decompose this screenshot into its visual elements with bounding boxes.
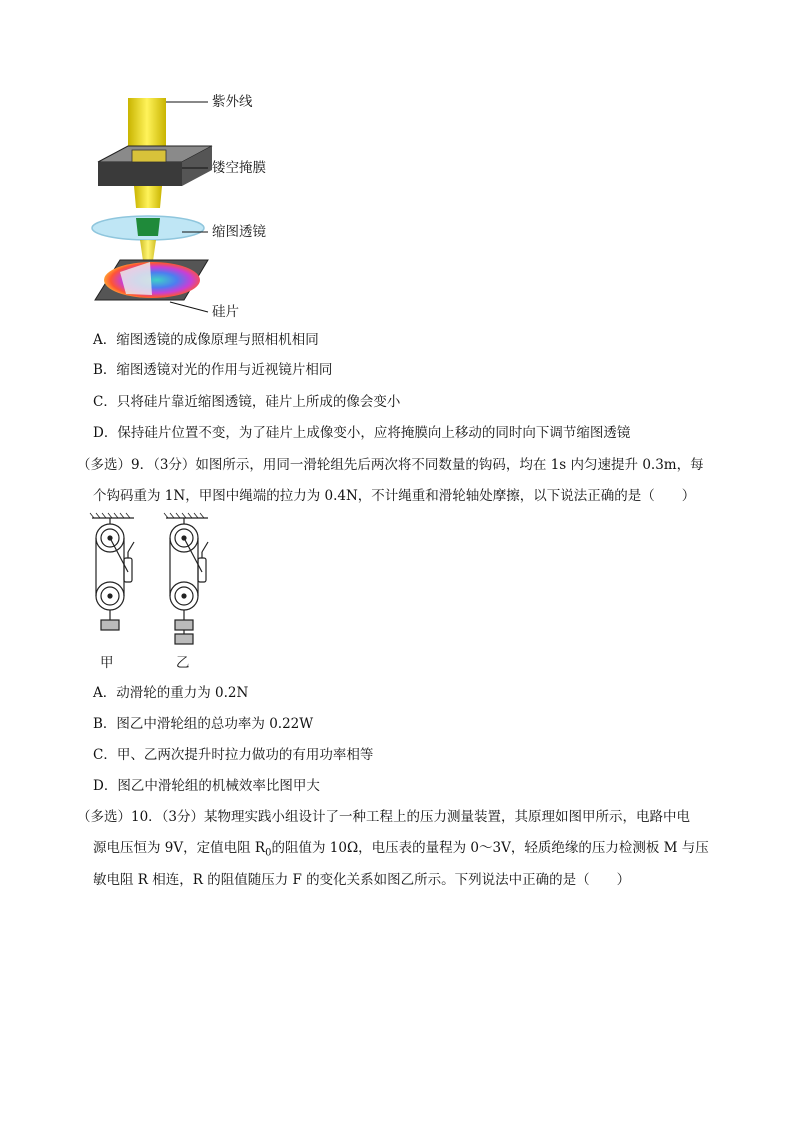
mask-window	[132, 150, 166, 162]
label-wafer: 硅片	[212, 304, 239, 320]
lithography-figure	[90, 90, 310, 325]
q9-option-b: B．图乙中滑轮组的总功率为 0.22W	[93, 716, 314, 732]
pulley-system-right	[164, 513, 208, 644]
q10-stem-line1: （多选）10．（3分）某物理实践小组设计了一种工程上的压力测量装置，其原理如图甲所示，电路中电	[77, 809, 691, 825]
uv-beam-middle	[134, 186, 162, 208]
q10-stem-line2	[93, 838, 709, 864]
label-uv: 紫外线	[212, 94, 253, 110]
q9-stem-line1: （多选）9．（3分）如图所示，用同一滑轮组先后两次将不同数量的钩码，均在 1s 内匀速提升 0.3m，每	[77, 457, 704, 473]
pulley-label-left: 甲	[100, 655, 114, 671]
q9-option-a: A．动滑轮的重力为 0.2N	[93, 685, 249, 701]
label-mask: 镂空掩膜	[212, 160, 266, 176]
leader-line-wafer	[170, 302, 208, 312]
pulley-label-right: 乙	[176, 655, 190, 671]
q9-option-d: D．图乙中滑轮组的机械效率比图甲大	[93, 778, 320, 794]
pulley-system-left	[90, 513, 134, 630]
pulley-figure	[88, 512, 228, 674]
lens-pattern	[136, 218, 160, 236]
q8-option-c: C．只将硅片靠近缩图透镜，硅片上所成的像会变小	[93, 394, 401, 410]
mask-front	[98, 162, 182, 186]
pulley-diagram	[88, 512, 228, 652]
q9-stem-line2: 个钩码重为 1N，甲图中绳端的拉力为 0.4N，不计绳重和滑轮轴处摩擦，以下说法正确的是（ ）	[93, 488, 696, 504]
lithography-diagram	[90, 90, 310, 325]
q10-r0-subscript: 0	[265, 847, 272, 859]
q8-option-a: A．缩图透镜的成像原理与照相机相同	[93, 332, 319, 348]
q8-option-d: D．保持硅片位置不变，为了硅片上成像变小，应将掩膜向上移动的同时向下调节缩图透镜	[93, 425, 631, 441]
q10-stem-line2-b: 的阻值为 10Ω，电压表的量程为 0～3V，轻质绝缘的压力检测板 M 与压	[271, 840, 709, 856]
q8-option-b: B．缩图透镜对光的作用与近视镜片相同	[93, 362, 333, 378]
q10-stem-line2-a: 源电压恒为 9V，定值电阻 R	[93, 840, 266, 856]
q10-stem-line3: 敏电阻 R 相连，R 的阻值随压力 F 的变化关系如图乙所示。下列说法中正确的是（ ）	[93, 872, 631, 888]
q9-option-c: C．甲、乙两次提升时拉力做功的有用功率相等	[93, 747, 374, 763]
wafer-disc	[104, 262, 200, 298]
label-lens: 缩图透镜	[212, 224, 266, 240]
